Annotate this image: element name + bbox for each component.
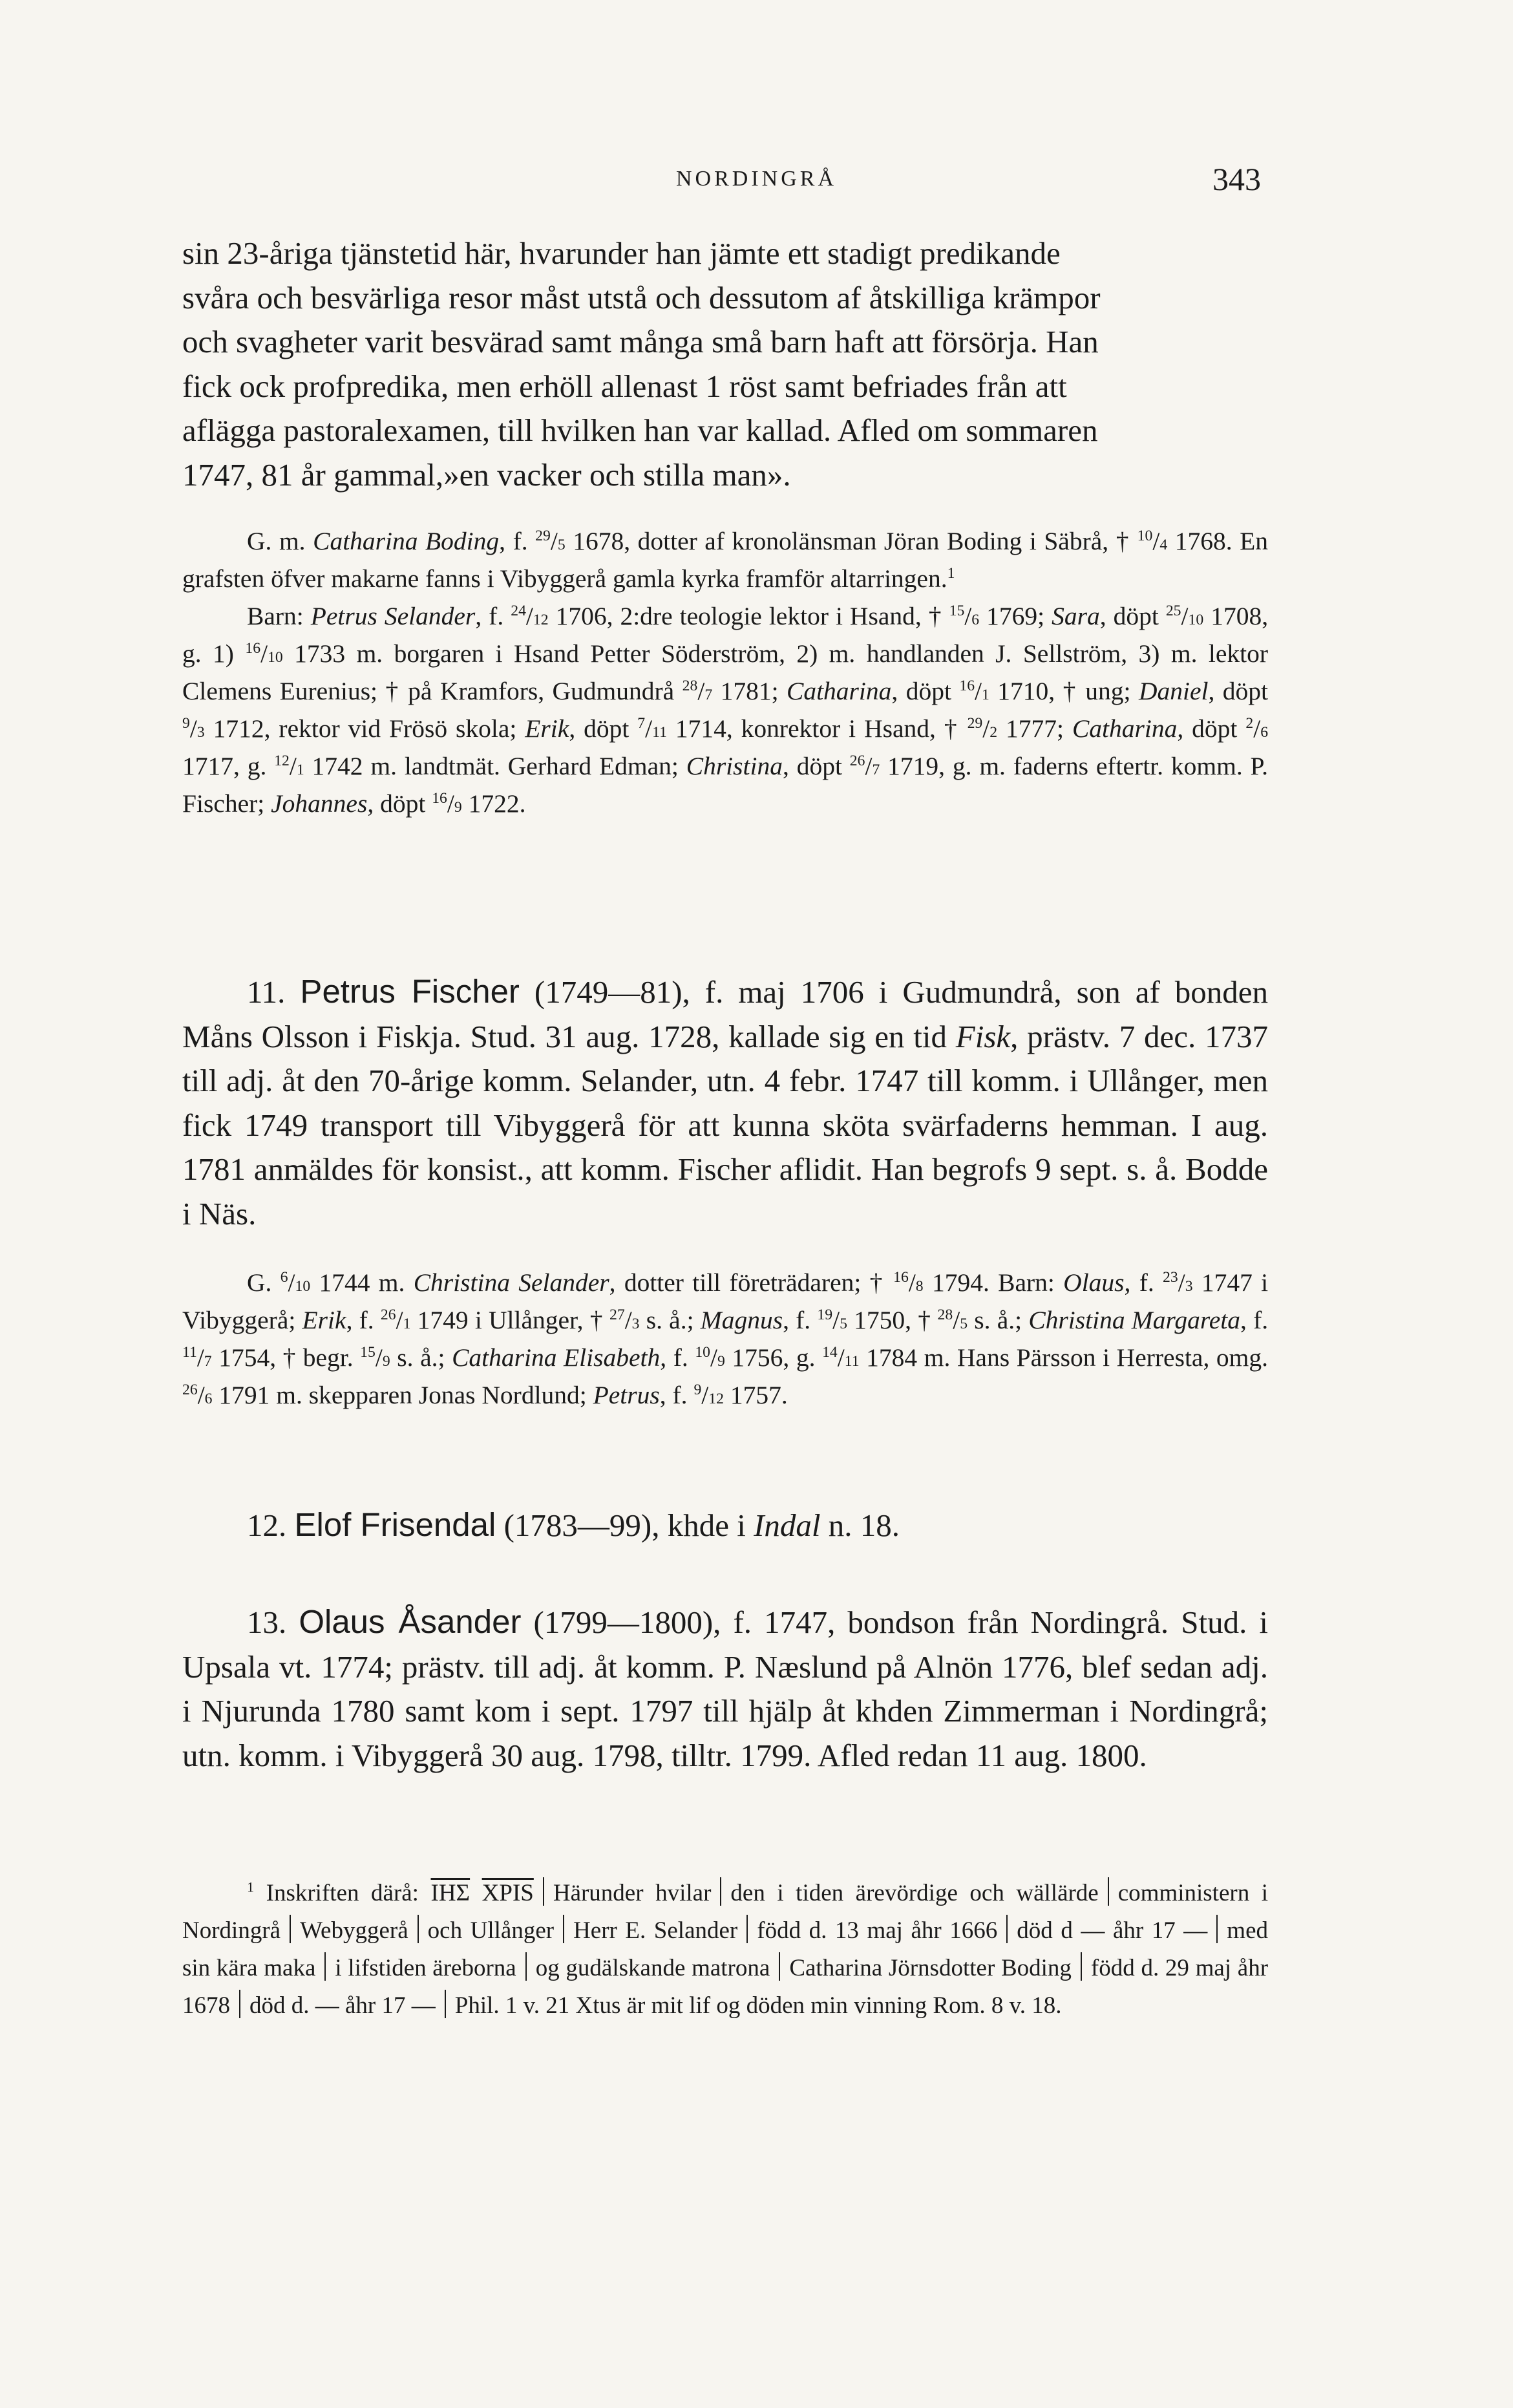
footnote-reference: 1: [947, 564, 955, 582]
text-line: fick ock profpredika, men erhöll allenast 1 röst samt befriades från att: [182, 368, 1067, 404]
entry-paragraph: 12. Elof Frisendal (1783—99), khde i Indal n. 18.: [247, 1506, 900, 1543]
marriage-and-children-paragraph: G. $^6$/10 1744 m. Christina Selander, dotter till företrädaren; † $^{16}$/8 1794. Barn: Olaus, f. $^{23}$/3 1747 i Vibyggerå; Erik, f. $^{26}$/1 1749 i Ullånger, † $^{27}$/3 s. å.; Magnus, f. $^{19}$/5 1750, † $^{28}$/5 s. å.; Christina Margareta, f. $^{11}$/7 1754, † begr. $^{15}$/9 s. å.; Catharina Elisabeth, f. $^{10}$/9 1756, g. $^{14}$/11 1784 m. Hans Pärsson i Herresta, omg. $^{26}$/6 1791 m. skepparen Jonas Nordlund; Petrus, f. $^9$/12 1757.: [182, 1268, 1269, 1409]
text-line: sin 23-åriga tjänstetid här, hvarunder han jämte ett stadigt predikande: [182, 235, 1061, 271]
pastor-name: Elof Frisendal: [294, 1506, 496, 1543]
entry-number: 12.: [247, 1508, 287, 1543]
entry-11-family: [182, 1264, 1268, 1414]
running-title: NORDINGRÅ: [676, 167, 837, 191]
entry-10-continuation: [182, 231, 1268, 497]
footnote-mark: 1: [247, 1879, 255, 1895]
entry-13: [182, 1600, 1268, 1778]
entry-number: 11.: [247, 974, 286, 1010]
spouse-name: Catharina Boding: [313, 527, 500, 555]
entry-paragraph: 11. Petrus Fischer (1749—81), f. maj 1706 i Gudmundrå, son af bonden Måns Olsson i Fiskja. Stud. 31 aug. 1728, kallade sig en tid Fisk, prästv. 7 dec. 1737 till adj. åt den 70-årige komm. Selander, utn. 4 febr. 1747 till komm. i Ullånger, men fick 1749 transport till Vibyggerå för att kunna sköta svärfaderns hemman. I aug. 1781 anmäldes för konsist., att komm. Fischer aflidit. Han begrofs 9 sept. s. å. Bodde i Näs.: [182, 973, 1268, 1231]
entry-10-family: [182, 522, 1268, 822]
footnote: [182, 1875, 1268, 2025]
marriage-paragraph: G. m. Catharina Boding, f. $^{29}$/5 1678, dotter af kronolänsman Jöran Boding i Säbrå, † $^{10}$/4 1768. En grafsten öfver makarne fanns i Vibyggerå gamla kyrka framför altarringen.$^1$: [182, 527, 1269, 593]
page-number: 343: [1212, 161, 1261, 197]
text-line: aflägga pastoralexamen, till hvilken han var kallad. Afled om sommaren: [182, 412, 1098, 448]
entry-11: [182, 970, 1268, 1236]
text-line: svåra och besvärliga resor måst utstå och dessutom af åtskilliga krämpor: [182, 279, 1101, 315]
pastor-name: Petrus Fischer: [300, 973, 520, 1010]
entry-paragraph: 13. Olaus Åsander (1799—1800), f. 1747, bondson från Nordingrå. Stud. i Upsala vt. 1774; prästv. till adj. åt komm. P. Næslund på Alnön 1776, blef sedan adj. i Njurunda 1780 samt kom i sept. 1797 till hjälp åt khden Zimmerman i Nordingrå; utn. komm. i Vibyggerå 30 aug. 1798, tilltr. 1799. Afled redan 11 aug. 1800.: [182, 1603, 1268, 1773]
running-header: [0, 160, 1513, 199]
footnote-text: $^1$ Inskriften därå: $\overline{IH\Sigma}$ XPIS Härunder hvilar den i tiden ärevördige och wällärde comministern i Nordingrå Webyggerå och Ullånger Herr E. Selander född d. 13 maj åhr 1666 död d — åhr 17 — med sin kära maka i lifstiden äreborna og gudälskande matrona Catharina Jörnsdotter Boding född d. 29 maj åhr 1678 död d. — åhr 17 — Phil. 1 v. 21 Xtus är mit lif og döden min vinning Rom. 8 v. 18.: [182, 1875, 1268, 2025]
text-line: och svagheter varit besvärad samt många små barn haft att försörja. Han: [182, 324, 1099, 359]
entry-number: 13.: [247, 1604, 287, 1640]
pastor-name: Olaus Åsander: [299, 1603, 522, 1640]
entry-12: [182, 1503, 1268, 1548]
children-paragraph: Barn: Petrus Selander, f. $^{24}$/12 1706, 2:dre teologie lektor i Hsand, † $^{15}$/6 1769; Sara, döpt $^{25}$/10 1708, g. 1) $^{16}$/10 1733 m. borgaren i Hsand Petter Söderström, 2) m. handlanden J. Sellström, 3) m. lektor Clemens Eurenius; † på Kramfors, Gudmundrå $^{28}$/7 1781; Catharina, döpt $^{16}$/1 1710, † ung; Daniel, döpt $^9$/3 1712, rektor vid Frösö skola; Erik, döpt $^7$/11 1714, konrektor i Hsand, † $^{29}$/2 1777; Catharina, döpt $^2$/6 1717, g. $^{12}$/1 1742 m. landtmät. Gerhard Edman; Christina, döpt $^{26}$/7 1719, g. m. faderns eftertr. komm. P. Fischer; Johannes, döpt $^{16}$/9 1722.: [182, 602, 1269, 818]
text-line: 1747, 81 år gammal,»en vacker och stilla man».: [182, 456, 791, 493]
